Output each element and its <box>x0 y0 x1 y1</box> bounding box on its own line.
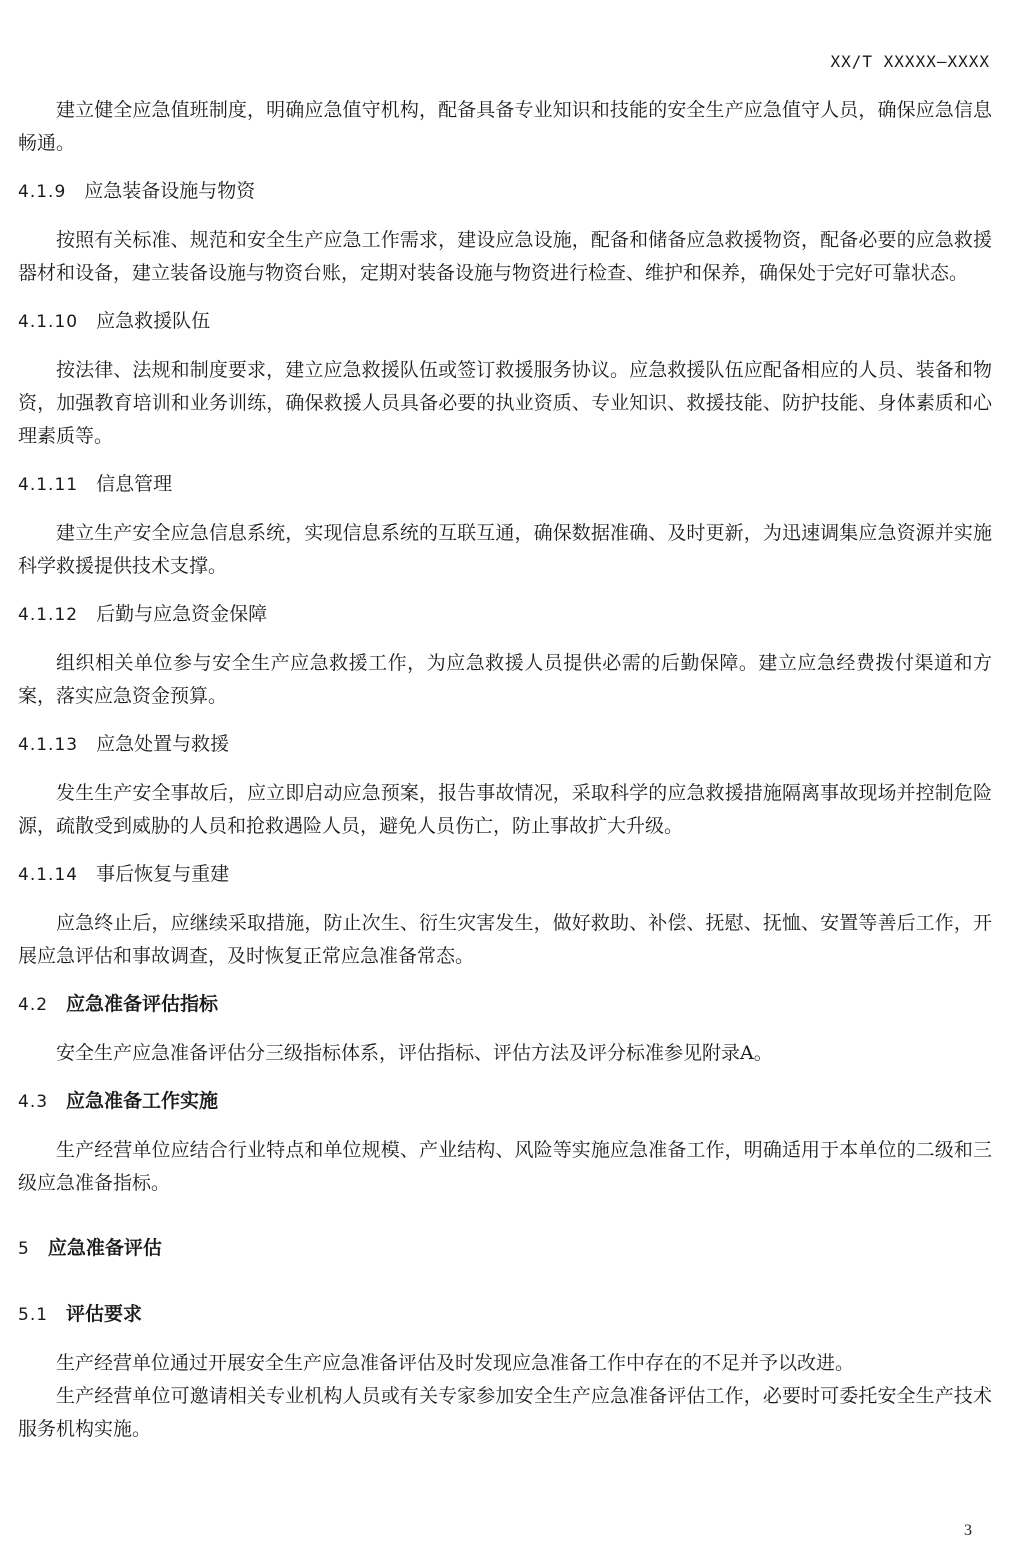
section-number: 4.1.9 <box>18 182 67 202</box>
paragraph-4-1-10: 按法律、法规和制度要求，建立应急救援队伍或签订救援服务协议。应急救援队伍应配备相应的人员、装备和物资，加强教育培训和业务训练，确保救援人员具备必要的执业资质、专业知识、救援技能、防护技能、身体素质和心理素质等。 <box>18 359 992 447</box>
heading-4-1-9 <box>18 175 992 209</box>
paragraph-4-3: 生产经营单位应结合行业特点和单位规模、产业结构、风险等实施应急准备工作，明确适用于本单位的二级和三级应急准备指标。 <box>18 1139 992 1194</box>
section-number: 4.1.12 <box>18 605 79 625</box>
section-title: 应急救援队伍 <box>96 310 211 332</box>
paragraph-4-1-12: 组织相关单位参与安全生产应急救援工作，为应急救援人员提供必需的后勤保障。建立应急经费拨付渠道和方案，落实应急资金预算。 <box>18 652 992 707</box>
section-number: 5 <box>18 1239 30 1259</box>
section-number: 4.1.14 <box>18 865 79 885</box>
heading-4-1-14 <box>18 858 992 892</box>
standard-code: XX/T XXXXX—XXXX <box>830 52 990 71</box>
heading-4-1-12 <box>18 598 992 632</box>
section-title: 评估要求 <box>66 1303 143 1325</box>
section-title: 信息管理 <box>96 473 173 495</box>
paragraph-5-1-b: 生产经营单位可邀请相关专业机构人员或有关专家参加安全生产应急准备评估工作，必要时可委托安全生产技术服务机构实施。 <box>18 1385 992 1440</box>
heading-4-1-10 <box>18 305 992 339</box>
section-title: 应急准备评估指标 <box>66 993 219 1015</box>
paragraph-4-1-11: 建立生产安全应急信息系统，实现信息系统的互联互通，确保数据准确、及时更新，为迅速调集应急资源并实施科学救援提供技术支撑。 <box>18 522 992 577</box>
paragraph-duty: 建立健全应急值班制度，明确应急值守机构，配备具备专业知识和技能的安全生产应急值守人员，确保应急信息畅通。 <box>18 99 992 154</box>
section-number: 5.1 <box>18 1305 49 1325</box>
paragraph-4-1-14: 应急终止后，应继续采取措施，防止次生、衍生灾害发生，做好救助、补偿、抚慰、抚恤、安置等善后工作，开展应急评估和事故调查，及时恢复正常应急准备常态。 <box>18 912 992 967</box>
paragraph-5-1-a: 生产经营单位通过开展安全生产应急准备评估及时发现应急准备工作中存在的不足并予以改进。 <box>56 1352 855 1374</box>
document-body <box>18 94 992 1446</box>
heading-4-1-11 <box>18 468 992 502</box>
section-title: 事后恢复与重建 <box>96 863 230 885</box>
paragraph-4-2: 安全生产应急准备评估分三级指标体系，评估指标、评估方法及评分标准参见附录A。 <box>56 1042 773 1064</box>
section-title: 应急准备评估 <box>47 1237 162 1259</box>
paragraph-4-1-13: 发生生产安全事故后，应立即启动应急预案，报告事故情况，采取科学的应急救援措施隔离事故现场并控制危险源，疏散受到威胁的人员和抢救遇险人员，避免人员伤亡，防止事故扩大升级。 <box>18 782 992 837</box>
heading-4-2 <box>18 988 992 1022</box>
heading-5 <box>18 1232 992 1266</box>
heading-5-1 <box>18 1298 992 1332</box>
section-number: 4.2 <box>18 995 49 1015</box>
page-number: 3 <box>964 1522 972 1539</box>
section-number: 4.3 <box>18 1092 49 1112</box>
section-number: 4.1.11 <box>18 475 79 495</box>
heading-4-1-13 <box>18 728 992 762</box>
section-title: 应急装备设施与物资 <box>84 180 256 202</box>
paragraph-4-1-9: 按照有关标准、规范和安全生产应急工作需求，建设应急设施，配备和储备应急救援物资，配备必要的应急救援器材和设备，建立装备设施与物资台账，定期对装备设施与物资进行检查、维护和保养，确保处于完好可靠状态。 <box>18 229 992 284</box>
section-number: 4.1.10 <box>18 312 79 332</box>
section-title: 应急处置与救援 <box>96 733 230 755</box>
section-title: 后勤与应急资金保障 <box>96 603 268 625</box>
heading-4-3 <box>18 1085 992 1119</box>
section-number: 4.1.13 <box>18 735 79 755</box>
section-title: 应急准备工作实施 <box>66 1090 219 1112</box>
